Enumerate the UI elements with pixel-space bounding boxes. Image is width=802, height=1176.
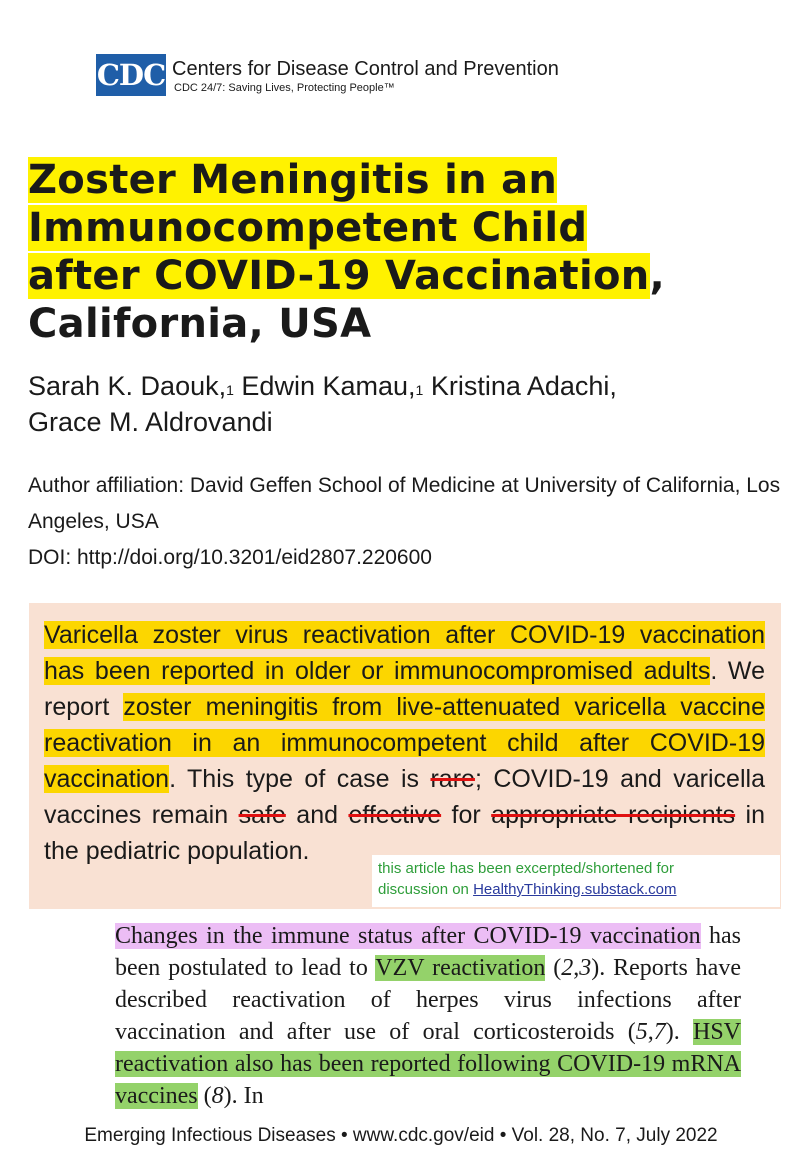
author-3: Kristina Adachi, [423, 371, 617, 401]
body-text-run: ). In [223, 1083, 264, 1109]
title-comma: , [649, 253, 666, 299]
org-tagline: CDC 24/7: Saving Lives, Protecting People™ [174, 82, 395, 94]
body-highlight-green-2: HSV reactivation also has been reported following COVID-19 mRNA vaccines [115, 1019, 741, 1109]
citation-ref: 5 [635, 1019, 648, 1045]
body-text-run: , [573, 955, 580, 981]
journal-footer: Emerging Infectious Diseases • www.cdc.gov/eid • Vol. 28, No. 7, July 2022 [84, 1125, 718, 1146]
author-list [28, 368, 788, 440]
body-text-run: ). [665, 1019, 693, 1045]
struck-phrase-appropriate-recipients: appropriate recipients [491, 801, 736, 829]
title-line-2: Immunocompetent Child [28, 205, 588, 251]
abstract-highlight-2: zoster meningitis from live-attenuated varicella vaccine reactivation in an immunocompetent child after COVID-19 vaccination [44, 693, 765, 793]
cdc-logo: CDC [96, 54, 166, 96]
abstract-text-run: in the pediatric population. [44, 801, 765, 865]
title-line-4: California, USA [28, 301, 372, 347]
citation-ref: 8 [211, 1083, 224, 1109]
struck-word-safe: safe [238, 801, 286, 829]
body-highlight-purple: Changes in the immune status after [115, 923, 474, 949]
abstract-highlight-1: Varicella zoster virus reactivation after COVID-19 vaccination has been reported in older or immunocompromised adults [44, 621, 765, 685]
excerpt-note-line-2 [378, 879, 774, 900]
abstract-text-run: . This type of case is [169, 765, 431, 793]
citation-ref: 3 [579, 955, 592, 981]
body-highlight-green-1: VZV reactivation [375, 955, 546, 981]
body-paragraph [115, 920, 741, 1112]
abstract-text-run: ; COVID-19 and varicella vaccines remain [44, 765, 765, 829]
cdc-header [96, 54, 559, 98]
body-highlight-purple-2: COVID-19 vaccination [473, 923, 701, 949]
author-2: Edwin Kamau, [233, 371, 416, 401]
title-line-1: Zoster Meningitis in an [28, 157, 558, 203]
author-affiliation: Author affiliation: David Geffen School of Medicine at University of California, Los Angeles, USA [28, 474, 781, 533]
body-text-run: ). Reports have described reactivation of herpes virus infections after vaccination and after use of oral corticosteroids ( [115, 955, 741, 1045]
body-text-run: ( [545, 955, 562, 981]
abstract-text-run: for [441, 801, 492, 829]
body-text-run: has been postulated to lead to [115, 923, 742, 981]
substack-link[interactable]: HealthyThinking.substack.com [473, 881, 677, 898]
author-1: Sarah K. Daouk, [28, 371, 227, 401]
struck-word-rare: rare [430, 765, 475, 793]
author-4: Grace M. Aldrovandi [28, 407, 273, 437]
org-name: Centers for Disease Control and Prevention [172, 58, 559, 80]
abstract-text-run: and [285, 801, 349, 829]
citation-ref: 2 [561, 955, 574, 981]
article-meta [28, 468, 788, 576]
citation-ref: 7 [653, 1019, 666, 1045]
doi-link[interactable]: DOI: http://doi.org/10.3201/eid2807.220600 [28, 546, 432, 569]
excerpt-note-line-1: this article has been excerpted/shortened for [378, 860, 675, 877]
article-title [28, 156, 788, 348]
author-2-affil: 1 [415, 382, 424, 398]
abstract-text-run: . We report [44, 657, 765, 721]
org-block [172, 57, 559, 95]
abstract-text [44, 617, 765, 869]
title-line-3: after COVID-19 Vaccination [28, 253, 650, 299]
struck-word-effective: effective [348, 801, 442, 829]
excerpt-note-prefix: discussion on [378, 881, 474, 898]
excerpt-note [372, 855, 780, 907]
body-text-run: , [647, 1019, 654, 1045]
author-1-affil: 1 [226, 382, 234, 398]
body-text-run: ( [197, 1083, 212, 1109]
